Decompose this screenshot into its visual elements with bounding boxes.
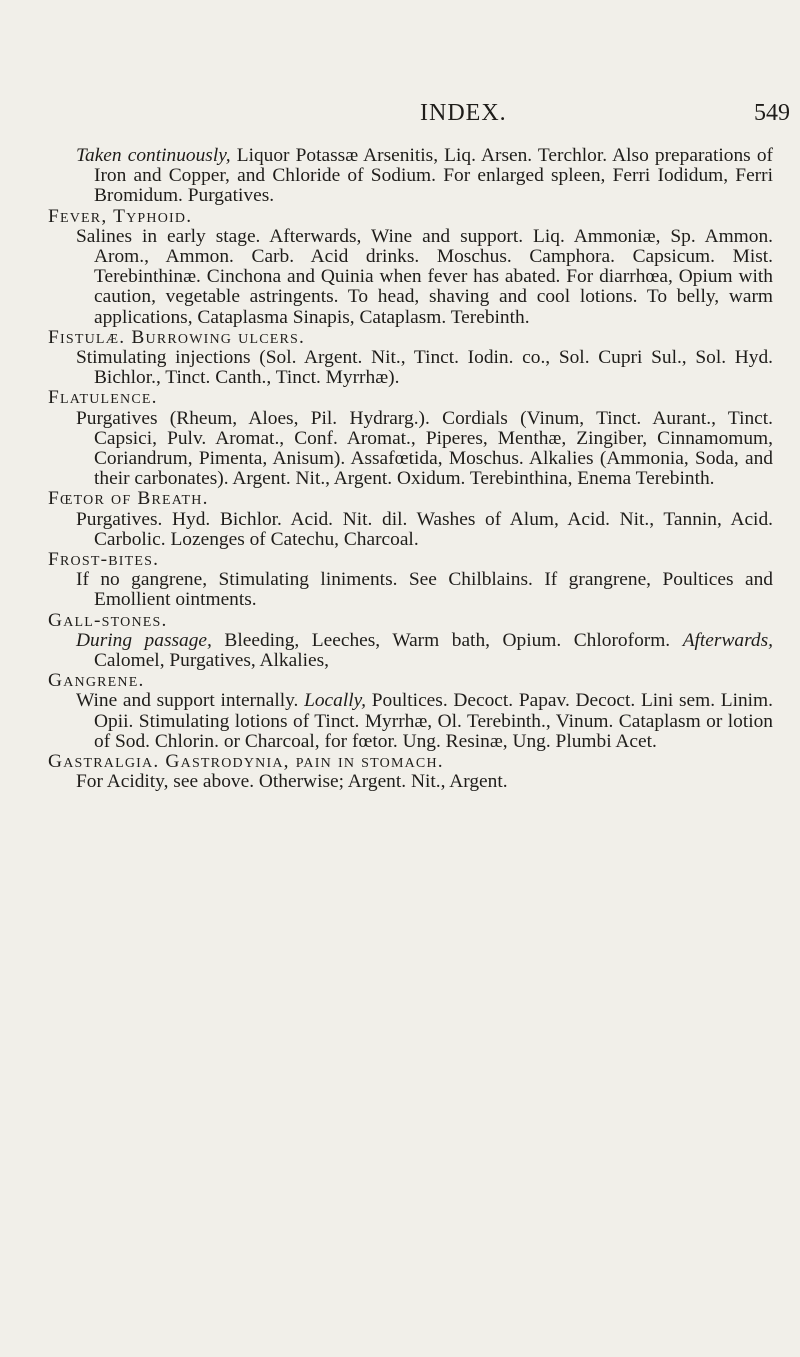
entry-text [48, 772, 773, 792]
entry-heading: Gangrene. [48, 670, 145, 692]
entry-heading: Gastralgia. Gastrodynia, pain in stomach. [48, 751, 444, 773]
entry-text [48, 227, 773, 328]
index-entry-foetor-of-breath [48, 489, 773, 550]
entry-heading: Gall-stones. [48, 609, 168, 631]
entry-text-run: Liquor Potassæ Arsenitis, Liq. Arsen. Terchlor. Also preparations of Iron and Copper, and Chloride of Sodium. For enlarged spleen, Ferri Iodidum, Ferri Bromidum. Purgatives. [94, 145, 773, 207]
entry-text-run: Bleeding, Leeches, Warm bath, Opium. Chloroform. [211, 629, 683, 651]
entry-text-run: For Acidity, see above. Otherwise; Argent. Nit., Argent. [76, 771, 508, 793]
entry-heading: Fistulæ. Burrowing ulcers. [48, 326, 306, 348]
entry-text [48, 510, 773, 550]
entry-text-run: Stimulating injections (Sol. Argent. Nit., Tinct. Iodin. co., Sol. Cupri Sul., Sol. Hyd. Bichlor., Tinct. Canth., Tinct. Myrrhæ). [76, 347, 773, 389]
index-entries [48, 146, 773, 793]
entry-text [48, 691, 773, 752]
entry-em-mid: Afterwards, [682, 629, 774, 651]
entry-heading: Frost-bites. [48, 549, 160, 571]
page-number: 549 [754, 100, 790, 126]
entry-text-run: Salines in early stage. Afterwards, Wine and support. Liq. Ammoniæ, Sp. Ammon. Arom., Ammon. Carb. Acid drinks. Moschus. Camphora. Capsicum. Mist. Terebinthinæ. Cinchona and Quinia when fever has abated. For diarrhœa, Opium with caution, vegetable astringents. To head, shaving and cool lotions. To belly, warm applications, Cataplasma Sinapis, Cataplasm. Terebinth. [76, 225, 773, 328]
entry-text-run: Wine and support internally. [76, 690, 305, 712]
entry-text-run-2: Poultices. Decoct. Papav. Decoct. Lini sem. Linim. Opii. Stimulating lotions of Tinct. Myrrhæ, Ol. Terebinth., Vinum. Cataplasm or lotion of Sod. Chlorin. or Charcoal, for fœtor. Ung. Resinæ, Ung. Plumbi Acet. [94, 690, 773, 752]
entry-text [48, 631, 773, 671]
entry-text-run: Purgatives. Hyd. Bichlor. Acid. Nit. dil. Washes of Alum, Acid. Nit., Tannin, Acid. Carbolic. Lozenges of Catechu, Charcoal. [76, 508, 773, 550]
entry-em-lead: Taken continuously, [76, 145, 231, 166]
entry-text [48, 409, 773, 490]
entry-heading: Fœtor of Breath. [48, 488, 209, 510]
entry-heading: Fever, Typhoid. [48, 205, 193, 227]
index-entry-flatulence [48, 388, 773, 489]
entry-heading: Flatulence. [48, 387, 158, 409]
entry-em-mid: Locally, [304, 690, 367, 712]
entry-text [48, 146, 773, 207]
index-entry-fever-typhoid [48, 207, 773, 328]
entry-text-run: Purgatives (Rheum, Aloes, Pil. Hydrarg.). Cordials (Vinum, Tinct. Aurant., Tinct. Capsici, Pulv. Aromat., Conf. Aromat., Piperes, Menthæ, Zingiber, Cinnamomum, Coriandrum, Pimenta, Anisum). Assafœtida, Moschus. Alkalies (Ammonia, Soda, and their carbonates). Argent. Nit., Argent. Oxidum. Terebinthina, Enema Terebinth. [76, 407, 773, 490]
entry-text [48, 570, 773, 610]
index-entry-fistulae [48, 328, 773, 389]
index-entry-gall-stones [48, 611, 773, 672]
index-entry-frost-bites [48, 550, 773, 611]
running-head: INDEX. [420, 100, 507, 126]
entry-text [48, 348, 773, 388]
entry-em-lead: During passage, [76, 629, 212, 651]
index-entry-gastralgia [48, 752, 773, 792]
entry-text-run: If no gangrene, Stimulating liniments. See Chilblains. If grangrene, Poultices and Emollient ointments. [76, 569, 773, 611]
page-header [0, 98, 800, 132]
index-entry-gangrene [48, 671, 773, 752]
entry-text-run-2: Calomel, Purgatives, Alkalies, [94, 650, 329, 672]
index-entry-continued [48, 146, 773, 207]
